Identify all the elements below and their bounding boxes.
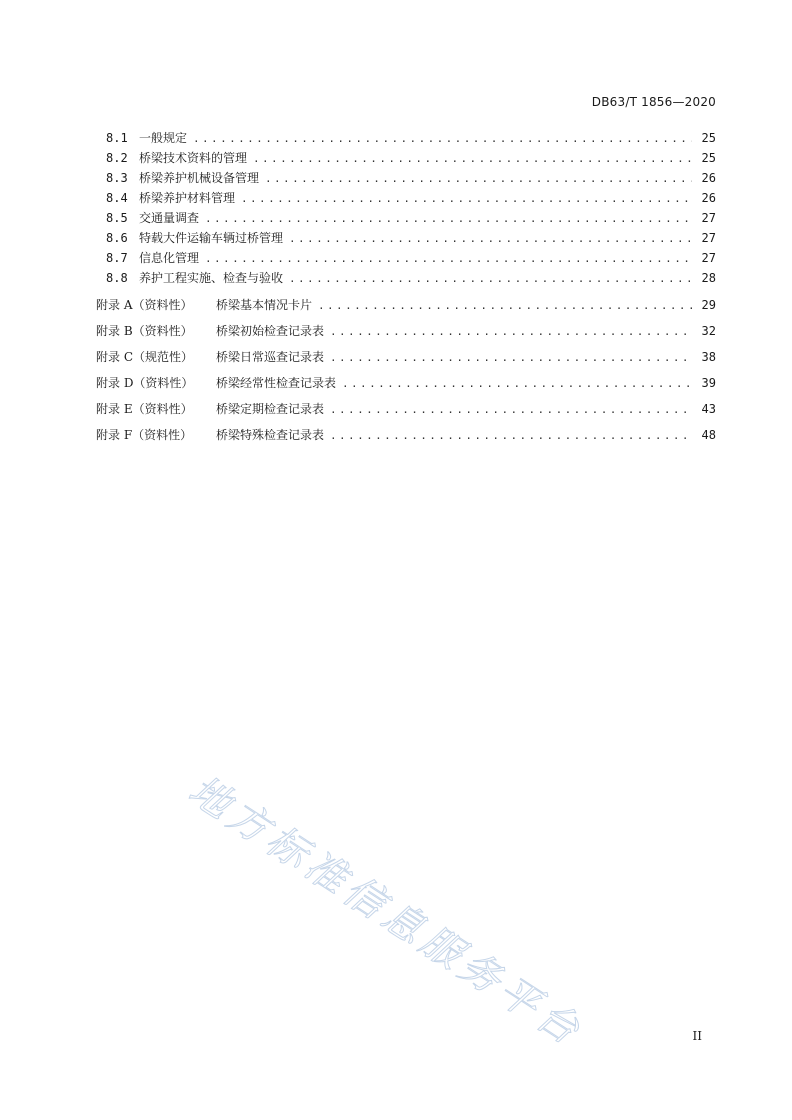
toc-appendix-title: 桥梁基本情况卡片: [216, 298, 313, 312]
toc-section-number: 8.1: [106, 131, 128, 145]
toc-entry-8-5[interactable]: [96, 208, 716, 228]
toc-section-number: 8.3: [106, 171, 128, 185]
toc-appendix-label: 附录 D（资料性）: [96, 376, 194, 390]
toc-page-number: 25: [701, 151, 716, 165]
toc-page-number: 48: [701, 428, 716, 442]
toc-page-number: 32: [701, 324, 716, 338]
toc-page-number: 26: [701, 191, 716, 205]
toc-section-title: 养护工程实施、检查与验收: [139, 271, 284, 285]
toc-leader-dots: [241, 189, 692, 209]
toc-entry-8-4[interactable]: [96, 188, 716, 208]
toc-leader-dots: [330, 319, 692, 345]
document-code: DB63/T 1856—2020: [591, 95, 716, 109]
toc-section-number: 8.2: [106, 151, 128, 165]
toc-section-title: 一般规定: [139, 131, 188, 145]
toc-page-number: 39: [701, 376, 716, 390]
toc-entry-appendix-b[interactable]: [96, 318, 716, 344]
toc-leader-dots: [205, 209, 692, 229]
toc-section-title: 桥梁养护材料管理: [139, 191, 236, 205]
toc-leader-dots: [289, 229, 692, 249]
toc-section-title: 交通量调查: [139, 211, 200, 225]
toc-appendix-title: 桥梁初始检查记录表: [216, 324, 325, 338]
toc-leader-dots: [253, 149, 692, 169]
toc-page-number: 38: [701, 350, 716, 364]
toc-appendix-label: 附录 C（规范性）: [96, 350, 193, 364]
toc-leader-dots: [318, 293, 692, 319]
toc-entry-8-3[interactable]: [96, 168, 716, 188]
toc-entry-8-2[interactable]: [96, 148, 716, 168]
toc-entry-appendix-f[interactable]: [96, 422, 716, 448]
table-of-contents: [96, 128, 716, 448]
toc-section-number: 8.8: [106, 271, 128, 285]
toc-appendix-label: 附录 F（资料性）: [96, 428, 193, 442]
toc-entry-appendix-d[interactable]: [96, 370, 716, 396]
toc-section-number: 8.5: [106, 211, 128, 225]
toc-leader-dots: [289, 269, 692, 289]
toc-appendix-title: 桥梁定期检查记录表: [216, 402, 325, 416]
toc-leader-dots: [330, 397, 692, 423]
toc-leader-dots: [265, 169, 692, 189]
toc-section-title: 桥梁技术资料的管理: [139, 151, 248, 165]
toc-page-number: 43: [701, 402, 716, 416]
toc-page-number: 27: [701, 231, 716, 245]
toc-page-number: 27: [701, 251, 716, 265]
toc-appendix-title: 桥梁特殊检查记录表: [216, 428, 325, 442]
toc-entry-8-1[interactable]: [96, 128, 716, 148]
toc-section-title: 桥梁养护机械设备管理: [139, 171, 260, 185]
toc-leader-dots: [330, 345, 692, 371]
toc-entry-8-7[interactable]: [96, 248, 716, 268]
toc-appendix-title: 桥梁日常巡查记录表: [216, 350, 325, 364]
toc-leader-dots: [342, 371, 692, 397]
toc-entry-8-8[interactable]: [96, 268, 716, 288]
toc-appendix-label: 附录 E（资料性）: [96, 402, 193, 416]
toc-leader-dots: [205, 249, 692, 269]
toc-section-number: 8.7: [106, 251, 128, 265]
toc-entry-appendix-e[interactable]: [96, 396, 716, 422]
page-number: II: [692, 1029, 702, 1043]
toc-section-number: 8.4: [106, 191, 128, 205]
toc-entry-8-6[interactable]: [96, 228, 716, 248]
toc-page-number: 25: [701, 131, 716, 145]
toc-page-number: 26: [701, 171, 716, 185]
toc-section-title: 特载大件运输车辆过桥管理: [139, 231, 284, 245]
toc-leader-dots: [193, 129, 692, 149]
toc-section-title: 信息化管理: [139, 251, 200, 265]
toc-section-number: 8.6: [106, 231, 128, 245]
watermark: 地方标准信息服务平台: [180, 767, 592, 1057]
toc-page-number: 27: [701, 211, 716, 225]
toc-page-number: 29: [701, 298, 716, 312]
toc-entry-appendix-c[interactable]: [96, 344, 716, 370]
toc-appendix-label: 附录 B（资料性）: [96, 324, 193, 338]
toc-appendix-title: 桥梁经常性检查记录表: [216, 376, 337, 390]
toc-appendix-label: 附录 A（资料性）: [96, 298, 193, 312]
toc-leader-dots: [330, 423, 692, 449]
toc-page-number: 28: [701, 271, 716, 285]
toc-entry-appendix-a[interactable]: [96, 292, 716, 318]
